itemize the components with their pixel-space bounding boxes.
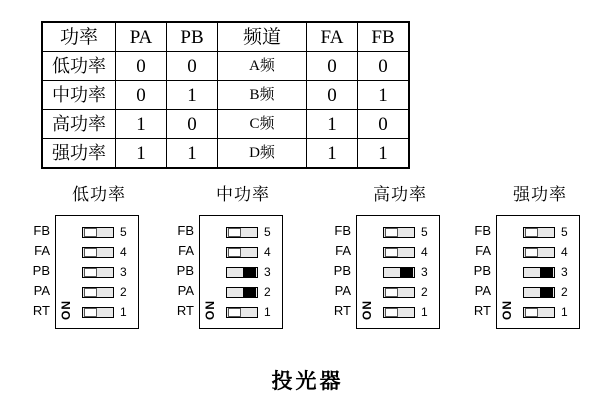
cell-pa: 1 xyxy=(116,110,167,139)
dip-label: FA xyxy=(178,243,194,258)
dip-on-label: ON xyxy=(203,300,217,320)
dip-on-label: ON xyxy=(500,300,514,320)
cell-pb: 1 xyxy=(167,81,218,110)
dip-label: RT xyxy=(333,303,351,318)
dip-slot-number: 4 xyxy=(421,244,428,259)
dip-knob xyxy=(243,268,256,277)
dip-slot-number: 3 xyxy=(264,264,271,279)
dip-group-title: 中功率 xyxy=(216,185,270,204)
dip-labels xyxy=(173,215,199,321)
cell-power: 中功率 xyxy=(42,81,116,110)
dip-slot-number: 3 xyxy=(561,264,568,279)
dip-knob xyxy=(84,268,97,277)
dip-switch-row[interactable] xyxy=(361,282,435,302)
cell-power: 强功率 xyxy=(42,139,116,169)
dip-knob xyxy=(385,248,398,257)
dip-label: PA xyxy=(177,283,194,298)
dip-slot[interactable] xyxy=(226,227,258,238)
dip-on-label: ON xyxy=(360,300,374,320)
dip-switch-row[interactable] xyxy=(60,242,134,262)
dip-switch-group-low-power xyxy=(29,180,169,329)
dip-label: RT xyxy=(176,303,194,318)
dip-knob xyxy=(540,288,553,297)
dip-slot-number: 1 xyxy=(421,304,428,319)
header-channel: 频道 xyxy=(218,22,307,52)
dip-knob xyxy=(525,308,538,317)
dip-slot-number: 1 xyxy=(120,304,127,319)
dip-slot-number: 4 xyxy=(120,244,127,259)
dip-switch-row[interactable] xyxy=(204,282,278,302)
dip-label: PB xyxy=(333,263,351,278)
dip-label: FB xyxy=(474,223,491,238)
cell-fa: 1 xyxy=(307,139,358,169)
dip-knob xyxy=(243,288,256,297)
dip-knob xyxy=(84,288,97,297)
cell-pa: 1 xyxy=(116,139,167,169)
dip-knob xyxy=(228,308,241,317)
dip-label: PA xyxy=(474,283,491,298)
cell-pb: 0 xyxy=(167,110,218,139)
dip-label: FA xyxy=(34,243,50,258)
header-pb: PB xyxy=(167,22,218,52)
table-row xyxy=(42,52,409,81)
dip-label: FA xyxy=(335,243,351,258)
dip-label: FB xyxy=(334,223,351,238)
dip-switch-row[interactable] xyxy=(204,222,278,242)
dip-slot-number: 5 xyxy=(421,224,428,239)
dip-switch-row[interactable] xyxy=(501,242,575,262)
table-row xyxy=(42,81,409,110)
dip-knob xyxy=(84,248,97,257)
dip-labels xyxy=(330,215,356,321)
dip-slot[interactable] xyxy=(226,287,258,298)
header-fa: FA xyxy=(307,22,358,52)
dip-label: PA xyxy=(334,283,351,298)
dip-knob xyxy=(228,248,241,257)
cell-power: 低功率 xyxy=(42,52,116,81)
dip-slot[interactable] xyxy=(383,247,415,258)
dip-switch-row[interactable] xyxy=(60,262,134,282)
dip-switch-row[interactable] xyxy=(501,282,575,302)
dip-switch-block xyxy=(496,215,580,329)
dip-label: PB xyxy=(176,263,194,278)
dip-switch-row[interactable] xyxy=(361,242,435,262)
dip-body xyxy=(330,215,470,329)
cell-channel: C频 xyxy=(218,110,307,139)
cell-pb: 0 xyxy=(167,52,218,81)
dip-body xyxy=(29,215,169,329)
dip-slot[interactable] xyxy=(523,307,555,318)
dip-label: FB xyxy=(177,223,194,238)
dip-label: RT xyxy=(32,303,50,318)
dip-slot[interactable] xyxy=(226,307,258,318)
dip-slot-number: 5 xyxy=(264,224,271,239)
dip-knob xyxy=(385,288,398,297)
dip-label: RT xyxy=(473,303,491,318)
dip-label: FB xyxy=(33,223,50,238)
dip-knob xyxy=(385,308,398,317)
figure-caption: 投光器 xyxy=(271,370,344,393)
dip-slot-number: 5 xyxy=(120,224,127,239)
dip-slot[interactable] xyxy=(523,287,555,298)
dip-switch-row[interactable] xyxy=(204,262,278,282)
dip-slot[interactable] xyxy=(523,227,555,238)
dip-label: FA xyxy=(475,243,491,258)
dip-switch-block xyxy=(356,215,440,329)
dip-switch-row[interactable] xyxy=(204,242,278,262)
header-pa: PA xyxy=(116,22,167,52)
dip-slot[interactable] xyxy=(82,247,114,258)
dip-slot[interactable] xyxy=(383,287,415,298)
dip-slot-number: 3 xyxy=(421,264,428,279)
dip-slot-number: 3 xyxy=(120,264,127,279)
dip-knob xyxy=(385,228,398,237)
dip-slot[interactable] xyxy=(226,247,258,258)
cell-fa: 0 xyxy=(307,52,358,81)
dip-slot[interactable] xyxy=(383,227,415,238)
truth-table xyxy=(41,21,410,169)
dip-slot-number: 2 xyxy=(264,284,271,299)
cell-channel: A频 xyxy=(218,52,307,81)
dip-slot[interactable] xyxy=(82,227,114,238)
dip-on-label: ON xyxy=(59,300,73,320)
dip-label: PB xyxy=(473,263,491,278)
dip-knob xyxy=(540,268,553,277)
cell-pa: 0 xyxy=(116,52,167,81)
cell-channel: B频 xyxy=(218,81,307,110)
dip-slot[interactable] xyxy=(523,267,555,278)
cell-fb: 1 xyxy=(358,81,410,110)
dip-knob xyxy=(228,228,241,237)
dip-group-title: 低功率 xyxy=(72,185,126,204)
table-header-row xyxy=(42,22,409,52)
dip-knob xyxy=(84,228,97,237)
dip-label: PB xyxy=(32,263,50,278)
dip-switch-group-high-power xyxy=(330,180,470,329)
dip-switch-block xyxy=(55,215,139,329)
dip-slot[interactable] xyxy=(82,267,114,278)
cell-fb: 0 xyxy=(358,110,410,139)
dip-switch-row[interactable] xyxy=(60,282,134,302)
cell-fb: 1 xyxy=(358,139,410,169)
dip-slot-number: 2 xyxy=(120,284,127,299)
dip-knob xyxy=(525,228,538,237)
dip-switch-row[interactable] xyxy=(60,222,134,242)
dip-slot-number: 2 xyxy=(561,284,568,299)
dip-knob xyxy=(400,268,413,277)
dip-slot-number: 4 xyxy=(264,244,271,259)
dip-slot[interactable] xyxy=(226,267,258,278)
header-fb: FB xyxy=(358,22,410,52)
dip-switch-group-medium-power xyxy=(173,180,313,329)
dip-body xyxy=(173,215,313,329)
dip-slot-number: 2 xyxy=(421,284,428,299)
dip-switch-row[interactable] xyxy=(501,222,575,242)
dip-labels xyxy=(470,215,496,321)
dip-group-title: 高功率 xyxy=(373,185,427,204)
header-power: 功率 xyxy=(42,22,116,52)
dip-label: PA xyxy=(33,283,50,298)
dip-switch-row[interactable] xyxy=(361,222,435,242)
dip-slot-number: 1 xyxy=(264,304,271,319)
cell-pa: 0 xyxy=(116,81,167,110)
table-row xyxy=(42,139,409,169)
table-row xyxy=(42,110,409,139)
dip-slot[interactable] xyxy=(523,247,555,258)
dip-switch-group-strong-power xyxy=(470,180,610,329)
dip-switch-row[interactable] xyxy=(501,262,575,282)
dip-slot-number: 1 xyxy=(561,304,568,319)
truth-table-container xyxy=(41,21,410,169)
cell-fb: 0 xyxy=(358,52,410,81)
dip-knob xyxy=(84,308,97,317)
cell-fa: 1 xyxy=(307,110,358,139)
cell-channel: D频 xyxy=(218,139,307,169)
dip-group-title: 强功率 xyxy=(513,185,567,204)
dip-knob xyxy=(525,248,538,257)
dip-slot-number: 4 xyxy=(561,244,568,259)
dip-slot-number: 5 xyxy=(561,224,568,239)
cell-power: 高功率 xyxy=(42,110,116,139)
cell-fa: 0 xyxy=(307,81,358,110)
dip-switch-block xyxy=(199,215,283,329)
dip-slot[interactable] xyxy=(383,267,415,278)
dip-slot[interactable] xyxy=(82,287,114,298)
dip-slot[interactable] xyxy=(82,307,114,318)
dip-slot[interactable] xyxy=(383,307,415,318)
cell-pb: 1 xyxy=(167,139,218,169)
dip-labels xyxy=(29,215,55,321)
dip-body xyxy=(470,215,610,329)
dip-switch-row[interactable] xyxy=(361,262,435,282)
